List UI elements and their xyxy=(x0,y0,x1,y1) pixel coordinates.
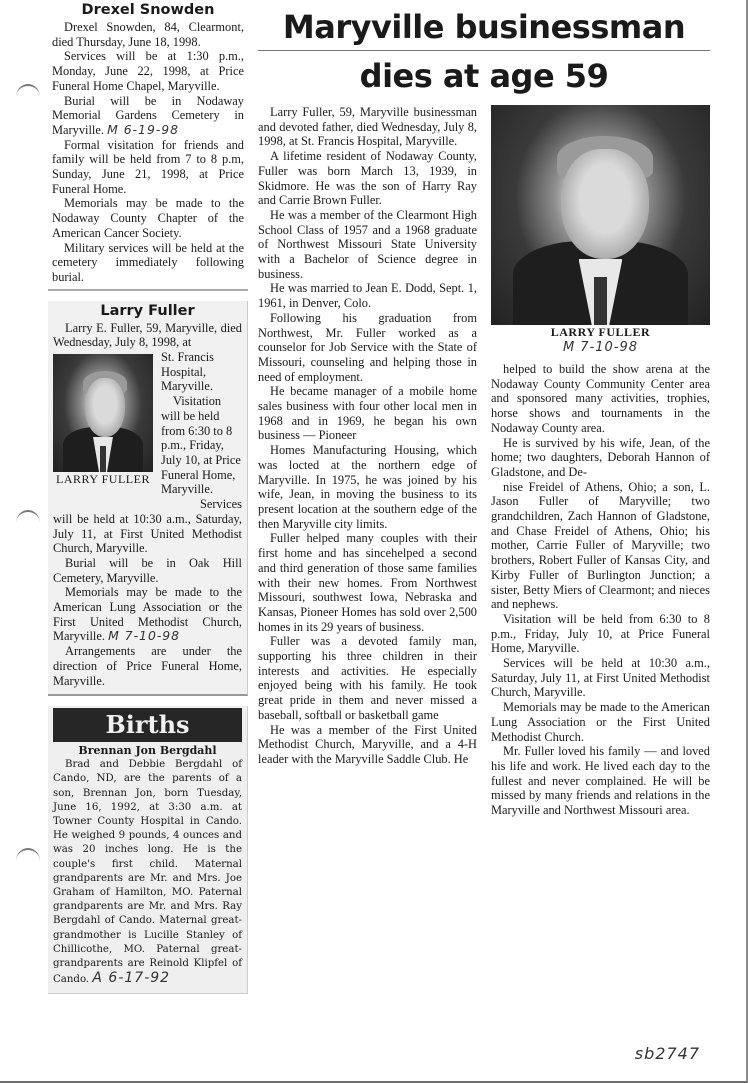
paragraph: St. Francis Hospital, Maryville. xyxy=(161,350,215,394)
obituary-body xyxy=(53,321,242,689)
handwritten-date: M 7-10-98 xyxy=(108,628,181,644)
headline-divider xyxy=(258,50,710,51)
obituary-heading: Drexel Snowden xyxy=(81,2,215,18)
paragraph xyxy=(53,758,242,987)
portrait-photo xyxy=(53,354,153,472)
paragraph: He became manager of a mobile home sales business with four other local men in 1968 and in 1969, he began his own business — Pioneer xyxy=(258,384,477,443)
handwritten-date: A 6-17-92 xyxy=(92,970,171,987)
births-announcement xyxy=(48,706,248,994)
article-body xyxy=(258,105,710,818)
paragraph: He was a member of the Clearmont High School Class of 1957 and a 1968 graduate of Northwest Missouri State University with a Bachelor of Science degree in business. xyxy=(258,207,477,281)
paragraph: He was married to Jean E. Dodd, Sept. 1, 1961, in Denver, Colo. xyxy=(258,281,477,311)
paragraph: Drexel Snowden, 84, Clearmont, died Thursday, June 18, 1998. xyxy=(52,20,244,49)
paragraph: Memorials may be made to the Nodaway County Chapter of the American Cancer Society. xyxy=(52,196,244,240)
paragraph: Visitation will be held from 6:30 to 8 p.m., Friday, July 10, at Price Funeral Home, Maryville. xyxy=(161,394,241,497)
paragraph: Homes Manufacturing Housing, which was locted at the northern edge of Maryville. In 1975, he was joined by his wife, Jean, in moving the business to its present location at the southern edge of the then Maryville city limits. xyxy=(258,443,477,531)
paragraph: Services xyxy=(200,497,242,512)
photo-tie-shape xyxy=(594,277,607,325)
births-body xyxy=(53,758,242,987)
obituary-larry-fuller-short xyxy=(48,301,248,697)
portrait-photo-large xyxy=(491,105,710,325)
article-headline xyxy=(258,0,710,97)
headline-line-2: dies at age 59 xyxy=(359,57,609,95)
obituary-heading: Larry Fuller xyxy=(100,302,195,319)
paragraph: Burial will be in Oak Hill Cemetery, Maryville. xyxy=(53,555,242,585)
paragraph: Larry Fuller, 59, Maryville businessman and devoted father, died Wednesday, July 8, 1998, at St. Francis Hospital, Maryville. xyxy=(258,105,477,149)
headline-line-1: Maryville businessman xyxy=(282,8,686,46)
paragraph: Arrangements are under the direction of Price Funeral Home, Maryville. xyxy=(53,644,242,688)
paragraph: Fuller helped many couples with their first home and has sincehelped a second and third generation of those same families with their new homes. From Northwest Missouri, southwest Iowa, Nebraska and Kansas, Pioneer Homes has sold over 2,500 homes in its 29 years of business. xyxy=(258,531,477,634)
paragraph: Memorials may be made to the American Lung Association or the First United Methodist Church. xyxy=(491,700,710,744)
left-column xyxy=(48,0,248,994)
paragraph: Services will be at 1:30 p.m., Monday, June 22, 1998, at Price Funeral Home Chapel, Maryville. xyxy=(52,49,244,93)
portrait-figure xyxy=(53,354,153,487)
paragraph: Mr. Fuller loved his family — and loved his life and work. He lived each day to the fullest and never complained. He will be missed by many friends and relations in the Maryville and Northwest Missouri area. xyxy=(491,744,710,818)
paragraph: will be held at 10:30 a.m., Saturday, July 11, at First United Methodist Church, Maryville. xyxy=(53,511,242,556)
paragraph: Military services will be held at the cemetery immediately following burial. xyxy=(52,240,244,284)
paragraph-text: Brad and Debbie Bergdahl of Cando, ND, are the parents of a son, Brennan Jon, born Tuesday, June 16, 1992, at 3:30 a.m. at Towner County Hospital in Cando. He weighed 9 pounds, 4 ounces and was 20 inches long. He is the couple's first child. Maternal grandparents are Mr. and Mrs. Joe Graham of Hamilton, MO. Paternal grandparents are Mr. and Mrs. Ray Bergdahl of Cando. Maternal great-grandmother is Lucille Stanley of Chillicothe, MO. Paternal great-grandparents are Reinold Klipfel of Cando. xyxy=(53,759,242,986)
photo-face-shape xyxy=(85,378,125,437)
paragraph: nise Freidel of Athens, Ohio; a son, L. Jason Fuller of Maryville; two grandchildren, Zach Hannon of Gladstone, and Chase Freidel of Athens, Ohio; his mother, Carrie Fuller of Maryville; two brothers, Robert Fuller of Kansas City, and Kirby Fuller of Burlington Junction; a sister, Betty Miers of Clearmont; and nieces and nephews. xyxy=(491,479,710,612)
paragraph: Formal visitation for friends and family will be held from 7 to 8 p.m, Sunday, June 21, 1998, at Price Funeral Home. xyxy=(52,137,244,196)
main-article xyxy=(258,0,710,994)
paragraph: helped to build the show arena at the Nodaway County Community Center area and sponsored many activities, trophies, horse shows and tournaments in the Nodaway County area. xyxy=(491,362,710,435)
paragraph: Following his graduation from Northwest, Mr. Fuller worked as a counselor for Job Service with the State of Missouri, counseling and helping those in need of employment. xyxy=(258,310,477,384)
obituary-drexel-snowden xyxy=(48,0,248,291)
photo-tie-shape xyxy=(100,446,106,472)
paragraph: He was a member of the First United Methodist Church, Maryville, and a 4-H leader with the Maryville Saddle Club. He xyxy=(258,722,477,766)
paragraph xyxy=(53,585,242,644)
paragraph-text: Burial will be in Nodaway Memorial Gardens Cemetery in Maryville. xyxy=(52,93,244,137)
births-banner: Births xyxy=(53,708,242,742)
paragraph-text: Memorials may be made to the American Lung Association or the First United Methodist Church, Maryville. xyxy=(53,585,242,644)
archive-number: sb2747 xyxy=(634,1044,700,1064)
handwritten-date: M 6-19-98 xyxy=(107,121,180,137)
photo-caption: LARRY FULLER xyxy=(56,472,150,487)
handwritten-date: M 7-10-98 xyxy=(562,340,639,355)
paragraph: A lifetime resident of Nodaway County, Fuller was born March 13, 1939, in Skidmore. He was the son of Harry Ray and Carrie Brown Fuller. xyxy=(258,149,477,208)
photo-caption: LARRY FULLER xyxy=(550,325,651,339)
paragraph: Fuller was a devoted family man, supporting his three children in their interests and activities. He especially enjoyed being with his family. He took great pride in them and never missed a baseball, softball or basketball game xyxy=(258,634,477,722)
portrait-figure-large xyxy=(491,105,710,356)
paragraph xyxy=(52,94,244,138)
paragraph: Services will be held at 10:30 a.m., Saturday, July 11, at First United Methodist Church, Maryville. xyxy=(491,656,710,700)
paragraph: Visitation will be held from 6:30 to 8 p.m., Friday, July 10, at Price Funeral Home, Maryville. xyxy=(491,611,710,656)
paragraph: He is survived by his wife, Jean, of the home; two daughters, Deborah Hannon of Gladstone, and De- xyxy=(491,435,710,479)
baby-name: Brennan Jon Bergdahl xyxy=(78,744,217,758)
photo-face-shape xyxy=(561,149,649,259)
paragraph: Larry E. Fuller, 59, Maryville, died Wednesday, July 8, 1998, at xyxy=(53,320,242,350)
obituary-body xyxy=(52,20,244,285)
